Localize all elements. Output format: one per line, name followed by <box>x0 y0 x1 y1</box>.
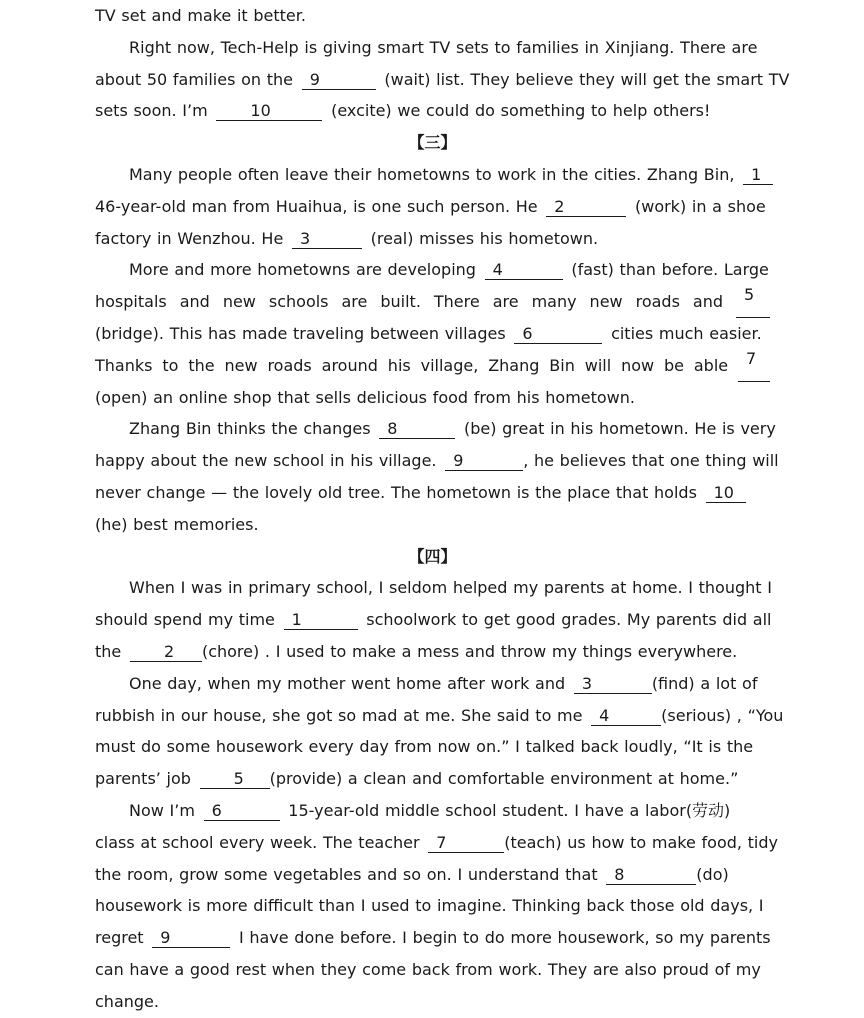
text-segment: TV set and make it better. <box>95 6 306 25</box>
blank-2[interactable]: 2 <box>130 643 202 662</box>
word: schools <box>268 292 329 312</box>
text-line <box>95 350 770 382</box>
word: Thanks <box>95 355 153 375</box>
text-segment: (do) <box>696 864 729 884</box>
word: Bin <box>549 355 575 375</box>
text-line <box>95 477 770 509</box>
text-segment: (teach) us how to make food, tidy <box>504 832 779 852</box>
word: and <box>179 292 210 312</box>
section-heading-4: 【四】 <box>408 546 457 566</box>
text-line <box>95 668 770 700</box>
blank-4[interactable]: 4 <box>485 261 563 280</box>
text-segment: should spend my time <box>95 610 275 630</box>
word: roads <box>635 292 680 312</box>
text-segment: (provide) a clean and comfortable environment at home.” <box>269 769 739 789</box>
word: There <box>433 292 480 312</box>
blank-6[interactable]: 6 <box>204 802 280 821</box>
text-segment: schoolwork to get good grades. My parents did all <box>366 610 772 630</box>
text-segment: happy about the new school in his village. <box>95 451 437 471</box>
word: many <box>531 292 577 312</box>
word: new <box>222 292 256 312</box>
text-line <box>95 286 770 318</box>
section-heading-3: 【三】 <box>408 133 457 153</box>
text-segment: never change — the lovely old tree. The hometown is the place that holds <box>95 482 697 502</box>
text-line <box>95 731 770 763</box>
word: his <box>387 355 411 375</box>
text-line <box>95 223 770 255</box>
text-line <box>95 795 770 827</box>
text-segment: (open) an online shop that sells delicious food from his hometown. <box>95 387 635 407</box>
text-segment: can have a good rest when they come back from work. They are also proud of my <box>95 959 761 979</box>
text-segment: (real) misses his hometown. <box>370 228 599 248</box>
word: will <box>584 355 612 375</box>
word: be <box>663 355 684 375</box>
text-segment: the room, grow some vegetables and so on. I understand that <box>95 864 598 884</box>
word: new <box>224 355 258 375</box>
text-line <box>95 64 790 96</box>
text-line <box>95 254 770 286</box>
text-segment: regret <box>95 928 144 948</box>
word: roads <box>267 355 312 375</box>
text-segment: (work) in a shoe <box>634 196 766 216</box>
text-line <box>95 0 770 32</box>
text-line <box>95 986 770 1018</box>
text-line <box>95 445 779 477</box>
text-segment: (excite) we could do something to help others! <box>331 101 711 121</box>
text-segment: (bridge). This has made traveling between villages <box>95 323 506 343</box>
blank-3[interactable]: 3 <box>292 230 362 249</box>
text-segment: must do some housework every day from now on.” I talked back loudly, “It is the <box>95 737 754 757</box>
text-segment: rubbish in our house, she got so mad at me. She said to me <box>95 705 583 725</box>
text-line <box>95 763 770 795</box>
blank-8[interactable]: 8 <box>606 866 696 885</box>
text-line <box>95 191 770 223</box>
blank-4[interactable]: 4 <box>591 707 661 726</box>
text-line <box>95 159 770 191</box>
blank-1[interactable]: 1 <box>743 166 773 185</box>
word: able <box>693 355 729 375</box>
text-segment: More and more hometowns are developing <box>129 260 476 280</box>
blank-10[interactable]: 10 <box>706 484 746 503</box>
text-segment: sets soon. I’m <box>95 101 208 121</box>
word: Zhang <box>488 355 540 375</box>
word: hospitals <box>95 292 167 312</box>
text-line <box>95 509 770 541</box>
text-segment: 15-year-old middle school student. I have a labor(劳动) <box>288 800 731 820</box>
blank-6[interactable]: 6 <box>514 325 602 344</box>
text-segment: When I was in primary school, I seldom helped my parents at home. I thought I <box>129 578 772 598</box>
text-segment: I have done before. I begin to do more housework, so my parents <box>238 928 771 948</box>
blank-8[interactable]: 8 <box>379 420 455 439</box>
blank-9[interactable]: 9 <box>302 71 376 90</box>
text-segment: (find) a lot of <box>651 673 758 693</box>
text-segment: , he believes that one thing will <box>523 451 779 471</box>
text-segment: class at school every week. The teacher <box>95 832 420 852</box>
text-segment: (be) great in his hometown. He is very <box>463 419 776 439</box>
text-segment: Right now, Tech-Help is giving smart TV sets to families in Xinjiang. There are <box>129 37 758 57</box>
text-segment: factory in Wenzhou. He <box>95 228 284 248</box>
text-line <box>95 827 779 859</box>
blank-7[interactable]: 7 <box>738 350 770 382</box>
text-segment: Many people often leave their hometowns to work in the cities. Zhang Bin, <box>129 164 735 184</box>
text-line <box>95 413 776 445</box>
text-segment: (he) best memories. <box>95 514 259 534</box>
blank-1[interactable]: 1 <box>284 611 358 630</box>
text-segment: the <box>95 641 122 661</box>
text-line <box>95 382 770 414</box>
text-line <box>95 32 770 64</box>
word: to <box>162 355 179 375</box>
text-line <box>95 922 770 954</box>
word: around <box>321 355 378 375</box>
blank-9[interactable]: 9 <box>152 929 230 948</box>
text-segment: (serious) , “You <box>661 705 784 725</box>
text-segment: (chore) . I used to make a mess and throw my things everywhere. <box>201 641 738 661</box>
text-line <box>95 636 770 668</box>
text-segment: parents’ job <box>95 769 191 789</box>
blank-5[interactable]: 5 <box>200 770 270 789</box>
blank-2[interactable]: 2 <box>546 198 626 217</box>
text-segment: (fast) than before. Large <box>571 260 769 280</box>
word: now <box>621 355 655 375</box>
text-line <box>95 318 770 350</box>
text-segment: change. <box>95 991 159 1011</box>
word: the <box>188 355 215 375</box>
text-segment: cities much easier. <box>611 323 762 343</box>
text-segment: housework is more difficult than I used to imagine. Thinking back those old days, I <box>95 896 764 916</box>
text-line <box>95 954 770 986</box>
text-line <box>95 859 770 891</box>
text-line <box>95 572 770 604</box>
text-segment: 46-year-old man from Huaihua, is one such person. He <box>95 196 538 216</box>
blank-5[interactable]: 5 <box>736 286 770 318</box>
text-segment: Now I’m <box>129 800 195 820</box>
blank-7[interactable]: 7 <box>428 834 504 853</box>
word: and <box>692 292 724 312</box>
word: village, <box>420 355 479 375</box>
word: built. <box>380 292 421 312</box>
word: are <box>492 292 519 312</box>
text-segment: One day, when my mother went home after work and <box>129 673 566 693</box>
worksheet-page <box>95 0 790 1018</box>
blank-3[interactable]: 3 <box>574 675 652 694</box>
text-line <box>95 604 770 636</box>
text-segment: (wait) list. They believe they will get the smart TV <box>384 69 790 89</box>
text-line <box>95 700 784 732</box>
text-segment: Zhang Bin thinks the changes <box>129 419 371 439</box>
blank-9[interactable]: 9 <box>445 452 523 471</box>
word: are <box>341 292 368 312</box>
text-line <box>95 890 770 922</box>
text-line <box>95 95 770 127</box>
word: new <box>589 292 623 312</box>
blank-10[interactable]: 10 <box>216 102 322 121</box>
text-segment: about 50 families on the <box>95 69 293 89</box>
